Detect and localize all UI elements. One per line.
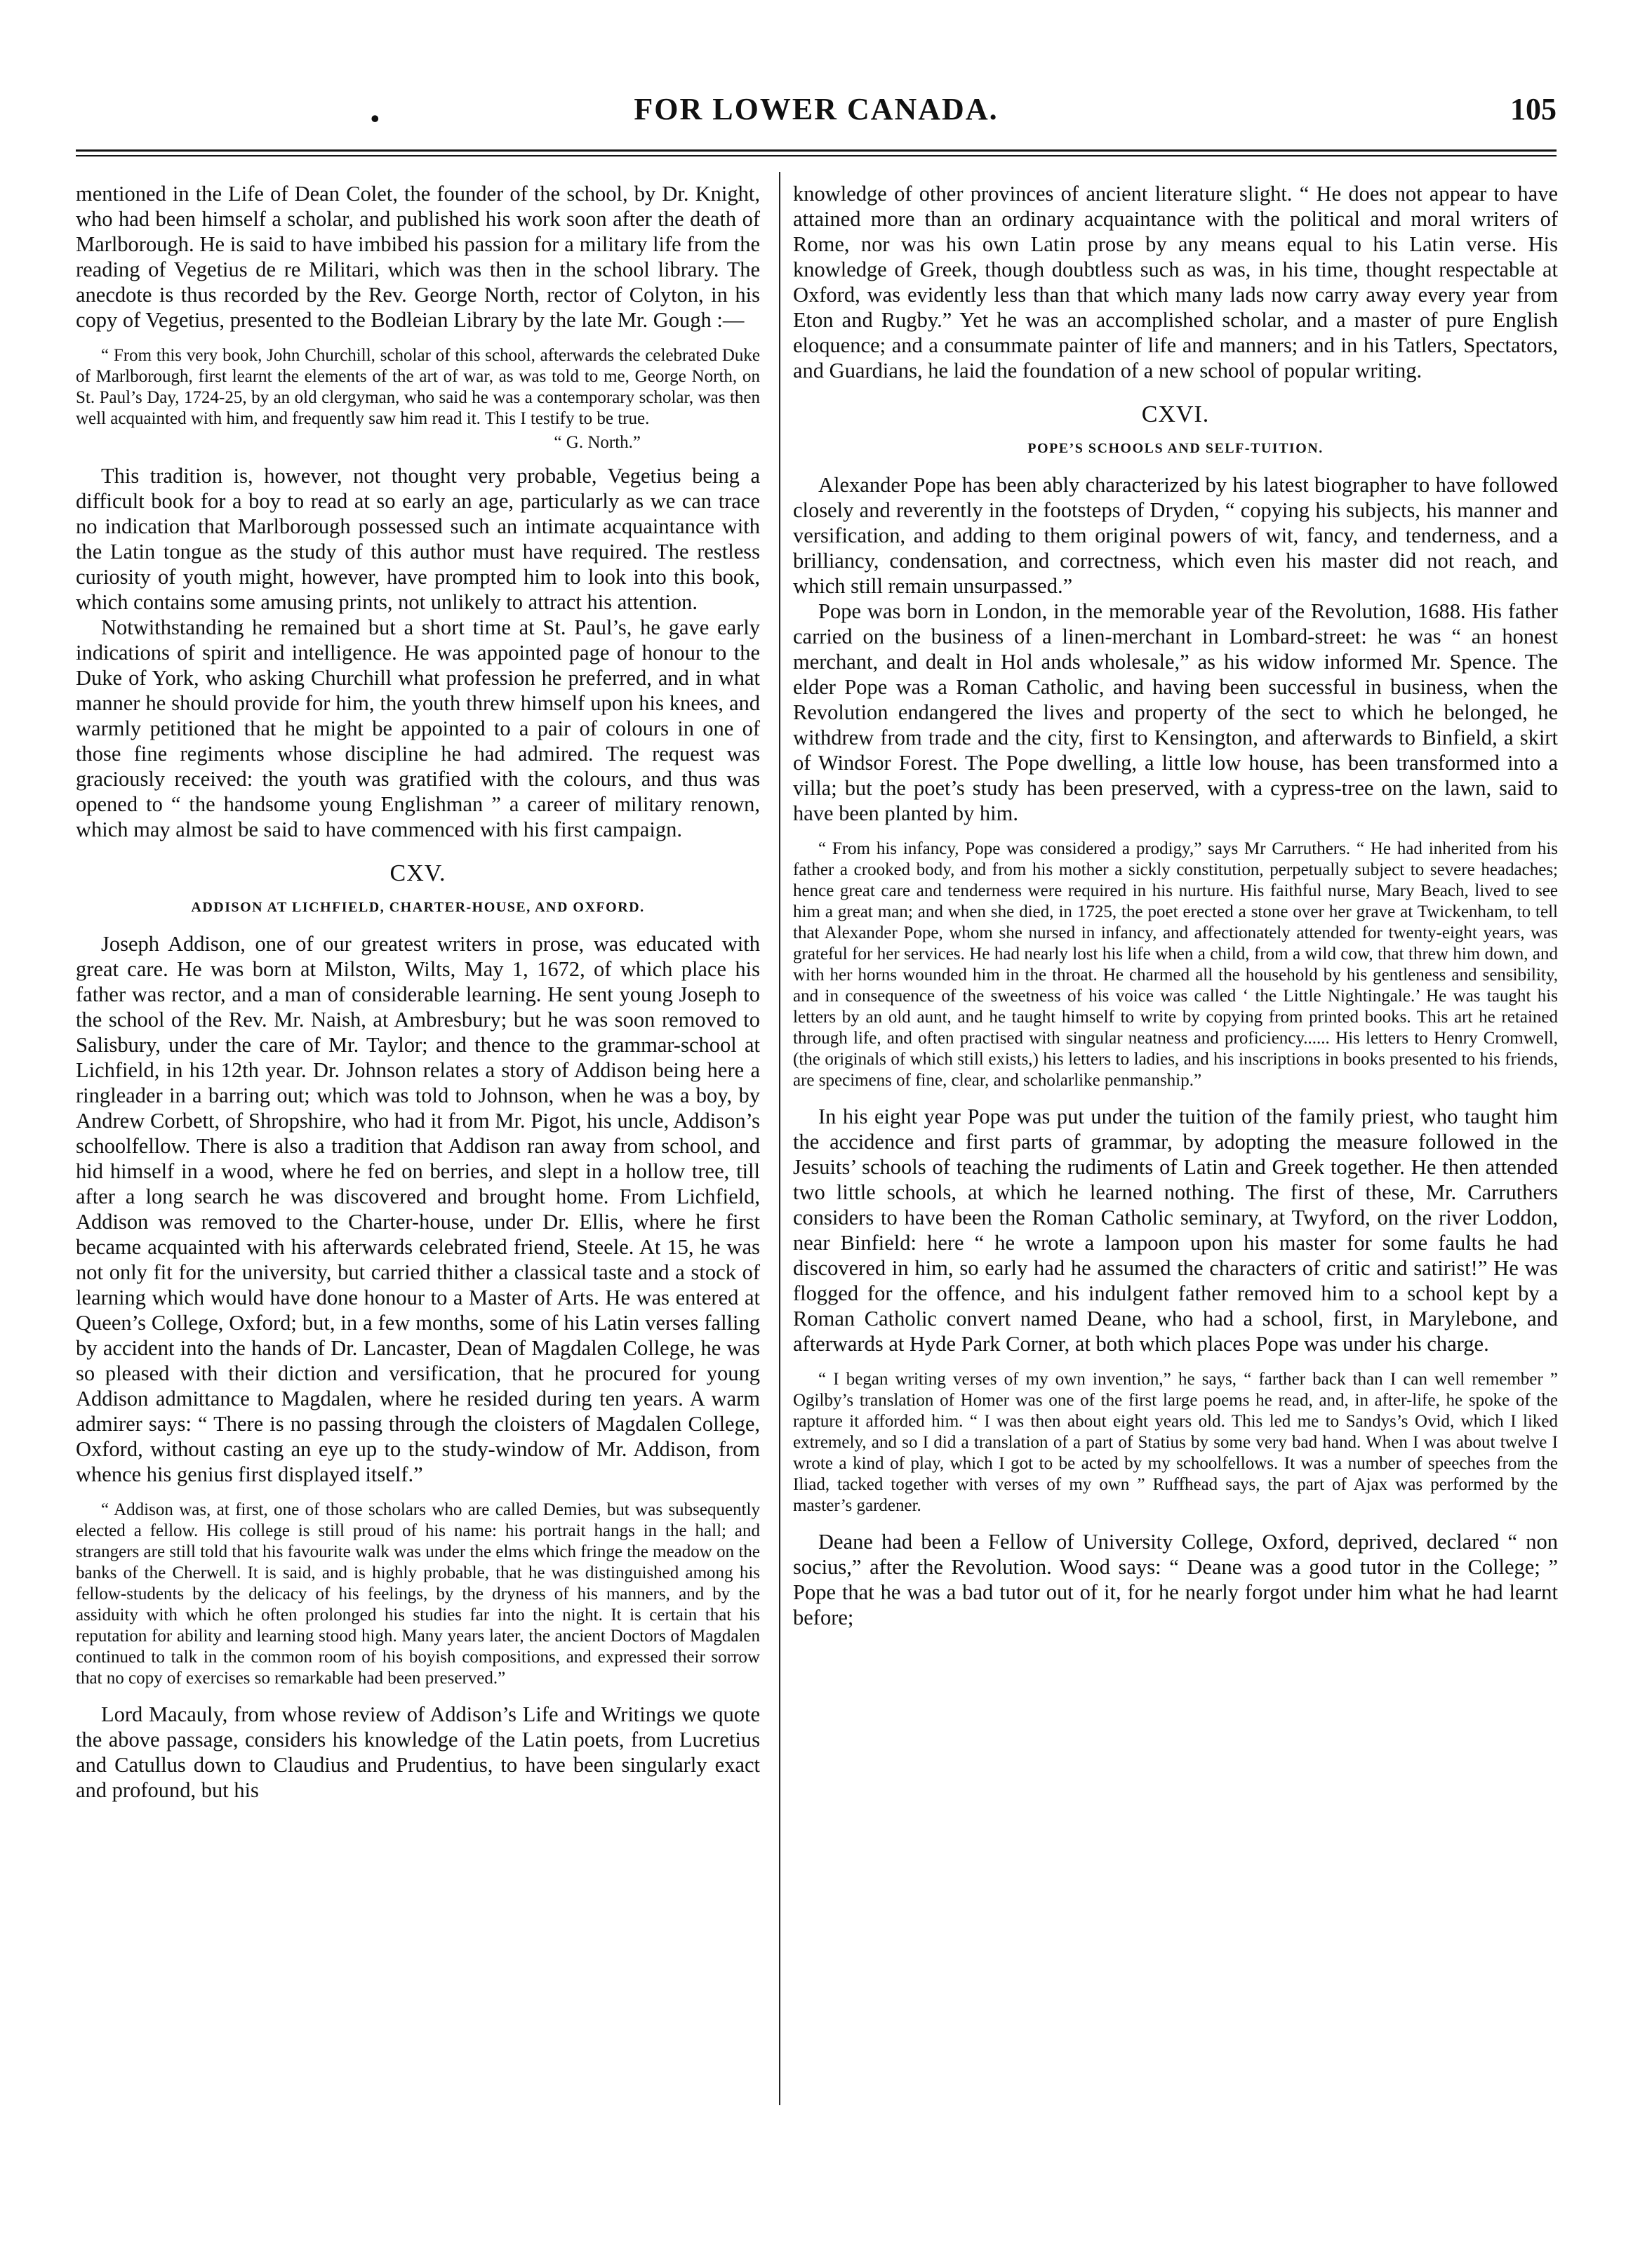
paragraph: Joseph Addison, one of our greatest writers in prose, was educated with great care. He was born at Milston, Wilts, May 1, 1672, of which place his father was rector, and a man of considerable learning. He sent young Joseph to the school of the Rev. Mr. Naish, at Ambresbury; but he was soon removed to Salisbury, under the care of Mr. Taylor; and thence to the grammar-school at Lichfield, in his 12th year. Dr. Johnson relates a story of Addison being here a ringleader in a barring out; which was told to Johnson, when he was a boy, by Andrew Corbett, of Shropshire, who had it from Mr. Pigot, his uncle, Addison’s schoolfellow. There is also a tradition that Addison ran away from school, and hid himself in a wood, where he fed on berries, and slept in a hollow tree, till after a long search he was discovered and brought home. From Lichfield, Addison was removed to the Charter-house, under Dr. Ellis, where he first became acquainted with his afterwards celebrated friend, Steele. At 15, he was not only fit for the university, but carried thither a classical taste and a stock of learning which would have done honour to a Master of Arts. He was entered at Queen’s College, Oxford; but, in a few months, some of his Latin verses falling by accident into the hands of Dr. Lancaster, Dean of Magdalen College, he was so pleased with their diction and versification, that he procured for young Addison admittance to Magdalen, where he resided during ten years. A warm admirer says: “ There is no passing through the cloisters of Magdalen College, Oxford, without casting an eye up to the study-window of Mr. Addison, from whence his genius first displayed itself.” bbox=[76, 932, 760, 1486]
quote-signature: “ G. North.” bbox=[554, 433, 641, 452]
paragraph: Notwithstanding he remained but a short time at St. Paul’s, he gave early indications of spirit and intelligence. He was appointed page of honour to the Duke of York, who asking Churchill what profession he preferred, and in what manner he should provide for him, the youth threw himself upon his knees, and warmly petitioned that he might be appointed to a pair of colours in one of those fine regiments whose discipline he had admired. The request was graciously received: the youth was gratified with the colours, and thus was opened to “ the handsome young Englishman ” a career of military renown, which may almost be said to have commenced with his first campaign. bbox=[76, 615, 760, 841]
running-header bbox=[76, 91, 1557, 140]
block-quote: “ Addison was, at first, one of those scholars who are called Demies, but was subsequently elected a fellow. His college is still proud of his name: his portrait hangs in the hall; and strangers are still told that his favourite walk was under the elms which fringe the meadow on the banks of the Cherwell. It is said, and is highly probable, that he was distinguished among his fellow-students by the delicacy of his feelings, by the dryness of his manners, and by the assiduity with which he often prolonged his studies far into the night. It is certain that his reputation for ability and learning stood high. Many years later, the ancient Doctors of Magdalen continued to talk in the common room of his boyish compositions, and expressed their sorrow that no copy of exercises so remarkable had been preserved.” bbox=[76, 1500, 760, 1688]
block-quote: “ I began writing verses of my own invention,” he says, “ farther back than I can well remember ” Ogilby’s translation of Homer was one of the first large poems he read, and, in after-life, he spoke of the rapture it afforded him. “ I was then about eight years old. This led me to Sandys’s Ovid, which I liked extremely, and so I did a translation of a part of Statius by some very bad hand. When I was about twelve I wrote a kind of play, which I got to be acted by my schoolfellows. It was a number of speeches from the Iliad, tacked together with verses of my own ” Ruffhead says, the part of Ajax was performed by the master’s gardener. bbox=[793, 1370, 1558, 1515]
paragraph: Deane had been a Fellow of University College, Oxford, deprived, declared “ non socius,” after the Revolution. Wood says: “ Deane was a good tutor in the College; ” Pope that he was a bad tutor out of it, for he nearly forgot under him what he had learnt before; bbox=[793, 1530, 1558, 1629]
header-dot: • bbox=[371, 105, 380, 133]
paragraph: mentioned in the Life of Dean Colet, the founder of the school, by Dr. Knight, who had been himself a scholar, and published his work soon after the death of Marlborough. He is said to have imbibed his passion for a military life from the reading of Vegetius de re Militari, which was then in the school library. The anecdote is thus recorded by the Rev. George North, rector of Colyton, in his copy of Vegetius, presented to the Bodleian Library by the late Mr. Gough :— bbox=[76, 182, 760, 332]
page-number: 105 bbox=[1510, 92, 1557, 126]
section-number: CXV. bbox=[389, 860, 446, 886]
section-number: CXVI. bbox=[1141, 401, 1210, 427]
running-title: FOR LOWER CANADA. bbox=[634, 92, 999, 126]
paragraph: Alexander Pope has been ably characterized by his latest biographer to have followed closely and reverently in the footsteps of Dryden, “ copying his subjects, his manner and versification, and adding to them original powers of wit, fancy, and tenderness, and a brilliancy, condensation, and correctness, which even his master did not reach, and which still remain unsurpassed.” bbox=[793, 473, 1558, 598]
section-title: POPE’S SCHOOLS AND SELF-TUITION. bbox=[1027, 441, 1324, 456]
header-rule-thin bbox=[76, 155, 1557, 156]
right-column bbox=[793, 181, 1558, 1630]
paragraph: Lord Macauly, from whose review of Addison’s Life and Writings we quote the above passage, considers his knowledge of the Latin poets, from Lucretius and Catullus down to Claudius and Prudentius, to have been singularly exact and profound, but his bbox=[76, 1702, 760, 1802]
header-rule-thick bbox=[76, 149, 1557, 152]
paragraph: knowledge of other provinces of ancient literature slight. “ He does not appear to have attained more than an ordinary acquaintance with the political and moral writers of Rome, nor was his own Latin prose by any means equal to his Latin verse. His knowledge of Greek, though doubtless such as was, in his time, thought respectable at Oxford, was evidently less than that which many lads now carry away every year from Eton and Rugby.” Yet he was an accomplished scholar, and a master of pure English eloquence; and a consummate painter of life and manners; and in his Tatlers, Spectators, and Guardians, he laid the foundation of a new school of popular writing. bbox=[793, 182, 1558, 382]
block-quote: “ From his infancy, Pope was considered a prodigy,” says Mr Carruthers. “ He had inherited from his father a crooked body, and from his mother a sickly constitution, perpetually subject to severe headaches; hence great care and tenderness were required in his nurture. His faithful nurse, Mary Beach, lived to see him a great man; and when she died, in 1725, the poet erected a stone over her grave at Twickenham, to tell that Alexander Pope, whom she nursed in infancy, and affectionately attended for twenty-eight years, was grateful for her services. He had nearly lost his life when a child, from a wild cow, that threw him down, and with her horns wounded him in the throat. He charmed all the household by his gentleness and sensibility, and in consequence of the sweetness of his voice was called ‘ the Little Nightingale.’ He was taught his letters by an old aunt, and he taught himself to write by copying from printed books. This art he retained through life, and often practised with singular neatness and proficiency...... His letters to Henry Cromwell, (the originals of which still exists,) his letters to ladies, and his inscriptions in books presented to his friends, are specimens of fine, clear, and scholarlike penmanship.” bbox=[793, 839, 1558, 1090]
block-quote: “ From this very book, John Churchill, scholar of this school, afterwards the celebrated Duke of Marlborough, first learnt the elements of the art of war, as was told to me, George North, on St. Paul’s Day, 1724-25, by an old clergyman, who said he was a contemporary scholar, was then well acquainted with him, and frequently saw him read it. This I testify to be true. bbox=[76, 346, 760, 428]
column-divider bbox=[779, 172, 780, 2105]
paragraph: In his eight year Pope was put under the tuition of the family priest, who taught him the accidence and first parts of grammar, by adopting the measure followed in the Jesuits’ schools of teaching the rudiments of Latin and Greek together. He then attended two little schools, at which he learned nothing. The first of these, Mr. Carruthers considers to have been the Roman Catholic seminary, at Twyford, on the river Loddon, near Binfield: here “ he wrote a lampoon upon his master for some faults he had discovered in him, so early had he assumed the characters of critic and satirist!” He was flogged for the offence, and his indulgent father removed him to a school kept by a Roman Catholic convert named Deane, who had a school, first, in Marylebone, and afterwards at Hyde Park Corner, at both which places Pope was under his charge. bbox=[793, 1105, 1558, 1356]
left-column bbox=[76, 181, 760, 1803]
paragraph: This tradition is, however, not thought very probable, Vegetius being a difficult book for a boy to read at so early an age, particularly as we can trace no indication that Marlborough possessed such an intimate acquaintance with the Latin tongue as the study of this author must have required. The restless curiosity of youth might, however, have prompted him to look into this book, which contains some amusing prints, not unlikely to attract his attention. bbox=[76, 464, 760, 614]
section-title: ADDISON AT LICHFIELD, CHARTER-HOUSE, AND OXFORD. bbox=[191, 900, 645, 915]
paragraph: Pope was born in London, in the memorable year of the Revolution, 1688. His father carried on the business of a linen-merchant in Lombard-street: he was “ an honest merchant, and dealt in Hol ands wholesale,” as his widow informed Mr. Spence. The elder Pope was a Roman Catholic, and having been successful in business, when the Revolution endangered the lives and property of the sect to which he belonged, he withdrew from trade and the city, first to Kensington, and afterwards to Binfield, a skirt of Windsor Forest. The Pope dwelling, a little low house, has been transformed into a villa; but the poet’s study has been preserved, with a cypress-tree on the lawn, said to have been planted by him. bbox=[793, 599, 1558, 825]
